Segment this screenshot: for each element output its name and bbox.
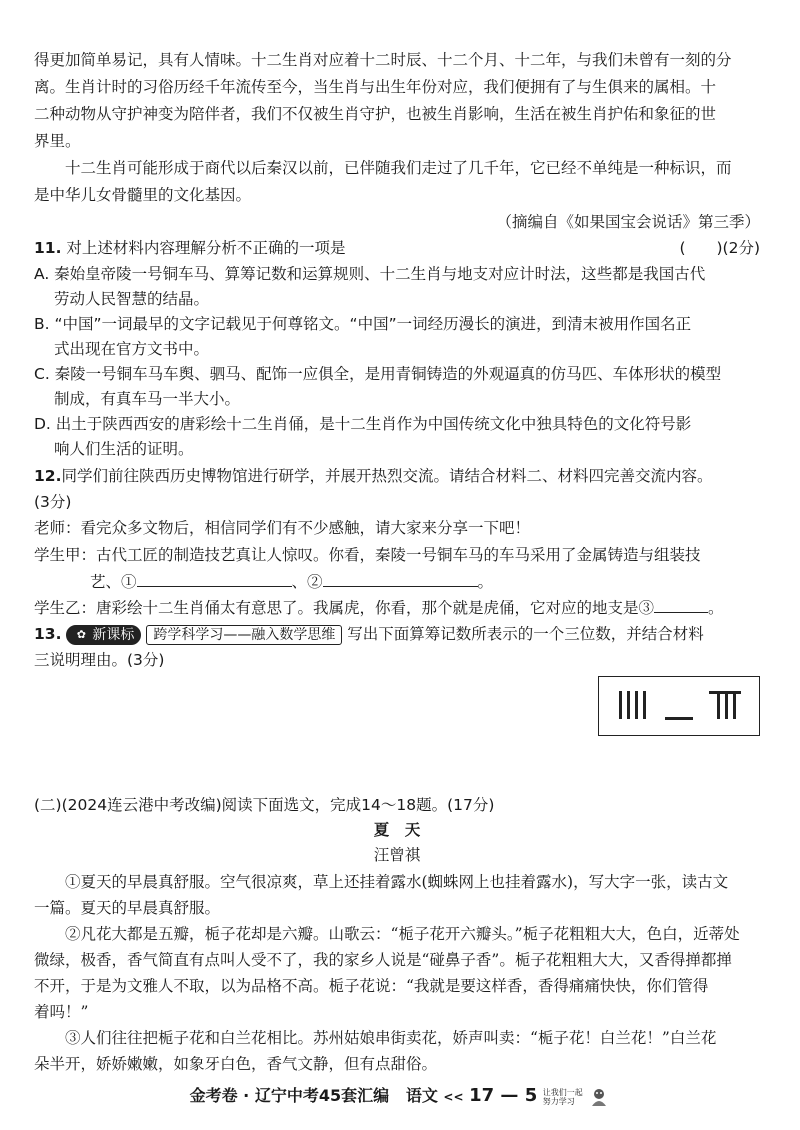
option-d: D. 出土于陕西西安的唐彩绘十二生肖俑，是十二生肖作为中国传统文化中独具特色的文化符号影 (34, 415, 692, 433)
passage-line: 界里。 (34, 132, 81, 150)
dialog-student-a-cont (90, 571, 760, 592)
stem-text: 对上述材料内容理解分析 (66, 239, 237, 257)
passage-line: 十二生肖可能形成于商代以后秦汉以前，已伴随我们走过了几千年，它已经不单纯是一种标识，而 (65, 159, 732, 177)
option-b-cont: 式出现在官方文书中。 (54, 340, 210, 358)
answer-paren[interactable]: ( )(2分) (679, 239, 760, 257)
passage-line: 离。生肖计时的习俗历经千年流传至今，当生肖与出生年份对应，我们便拥有了与生俱来的属相。十 (34, 78, 717, 96)
tag-new-curriculum (66, 625, 141, 645)
stem-text: 写出下面算筹记数所表示的一个三位数，并结合材料 (347, 625, 704, 643)
page-footer (0, 1083, 800, 1108)
question-12-stem (34, 466, 760, 486)
passage-source: （摘编自《如果国宝会说话》第三季） (496, 213, 760, 231)
paragraph-line: 朵半开，娇娇嫩嫩，如象牙白色，香气文静，但有点甜俗。 (34, 1055, 438, 1073)
paragraph-line: ③人们往往把栀子花和白兰花相比。苏州姑娘串街卖花，娇声叫卖：“栀子花！白兰花！”白兰花 (65, 1029, 717, 1047)
mascot-icon (588, 1086, 610, 1108)
question-13-stem-cont: 三说明理由。(3分) (34, 651, 165, 669)
blank-label: 艺、① (90, 573, 137, 591)
rod (627, 691, 630, 719)
option-a-cont: 劳动人民智慧的结晶。 (54, 290, 210, 308)
question-number: 12. (34, 467, 62, 485)
paragraph-line: 一篇。夏天的早晨真舒服。 (34, 899, 221, 917)
paragraph-line: 不开，于是为文雅人不取，以为品格不高。栀子花说：“我就是要这样香，香得痛痛快快，你们管得 (34, 977, 709, 995)
star-icon: ✿ (73, 627, 89, 643)
answer-blank-3[interactable] (654, 597, 708, 613)
answer-blank-1[interactable] (137, 571, 292, 587)
stem-text: 同学们前往陕西历史博物馆进行研学，并展开热烈交流。请结合材料二、材料四完善交流内容。 (61, 467, 713, 485)
paragraph-line: ①夏天的早晨真舒服。空气很凉爽，草上还挂着露水(蜘蛛网上也挂着露水)，写大字一张，读古文 (65, 873, 729, 891)
article-author: 汪曾祺 (373, 846, 421, 864)
question-number: 11. (34, 239, 62, 257)
rod (733, 691, 736, 719)
paragraph-line: 微绿，极香，香气简直有点叫人受不了，我的家乡人说是“碰鼻子香”。栀子花粗粗大大，又香得掸都掸 (34, 951, 732, 969)
dialog-student-a: 学生甲：古代工匠的制造技艺真让人惊叹。你看，秦陵一号铜车马的车马采用了金属铸造与组装技 (34, 546, 701, 564)
rod (725, 691, 728, 719)
passage-line: 是中华儿女骨髓里的文化基因。 (34, 186, 252, 204)
emphasis-char: 不 (236, 239, 253, 257)
answer-blank-2[interactable] (323, 571, 478, 587)
option-a: A. 秦始皇帝陵一号铜车马、算筹记数和运算规则、十二生肖与地支对应计时法，这些都是我国古代 (34, 265, 706, 283)
option-c-cont: 制成，有真车马一半大小。 (54, 390, 241, 408)
rod (635, 691, 638, 719)
paragraph-line: 着吗！” (34, 1003, 89, 1021)
section-header: (二)(2024连云港中考改编)阅读下面选文，完成14～18题。(17分) (34, 796, 495, 814)
article-title: 夏 天 (373, 821, 421, 839)
page-number: 17 — 5 (469, 1085, 538, 1106)
rod (665, 717, 693, 720)
footer-arrows: << (443, 1090, 464, 1104)
dialog-text: 学生乙：唐彩绘十二生肖俑太有意思了。我属虎，你看，那个就是虎俑，它对应的地支是③ (34, 599, 655, 617)
question-number: 13. (34, 625, 62, 643)
slogan-line: 努力学习 (542, 1096, 575, 1106)
footer-brand: 金考卷 · 辽宁中考45套汇编 (189, 1086, 390, 1105)
rod (717, 691, 720, 719)
question-13-stem (34, 624, 760, 645)
option-b: B. “中国”一词最早的文字记载见于何尊铭文。“中国”一词经历漫长的演进，到清末被用作国名正 (34, 315, 692, 333)
dialog-student-b (34, 597, 760, 618)
rod (643, 691, 646, 719)
blank-label: 。 (477, 573, 494, 591)
rod (619, 691, 622, 719)
footer-subject: 语文 (405, 1086, 438, 1105)
tag-label: 新课标 (92, 626, 135, 643)
option-c: C. 秦陵一号铜车马车舆、驷马、配饰一应俱全，是用青铜铸造的外观逼真的仿马匹、车体形状的模型 (34, 365, 722, 383)
counting-rods-figure (598, 676, 760, 736)
question-12-score: (3分) (34, 493, 72, 511)
passage-line: 得更加简单易记，具有人情味。十二生肖对应着十二时辰、十二个月、十二年，与我们未曾有一刻的分 (34, 51, 732, 69)
dialog-text: 。 (708, 599, 724, 617)
paragraph-line: ②凡花大都是五瓣，栀子花却是六瓣。山歌云：“栀子花开六瓣头。”栀子花粗粗大大，色白，近蒂处 (65, 925, 740, 943)
passage-line: 二种动物从守护神变为陪伴者，我们不仅被生肖守护，也被生肖影响，生活在被生肖护佑和象征的世 (34, 105, 717, 123)
footer-slogan (543, 1088, 583, 1106)
blank-label: 、② (291, 573, 323, 591)
stem-text: 确的一项是 (267, 239, 346, 257)
emphasis-char: 正 (252, 239, 268, 257)
dialog-teacher: 老师：看完众多文物后，相信同学们有不少感触，请大家来分享一下吧！ (34, 519, 531, 537)
slogan-line: 让我们一起 (542, 1087, 583, 1097)
tag-cross-subject: 跨学科学习——融入数学思维 (146, 625, 342, 645)
option-d-cont: 响人们生活的证明。 (54, 440, 194, 458)
